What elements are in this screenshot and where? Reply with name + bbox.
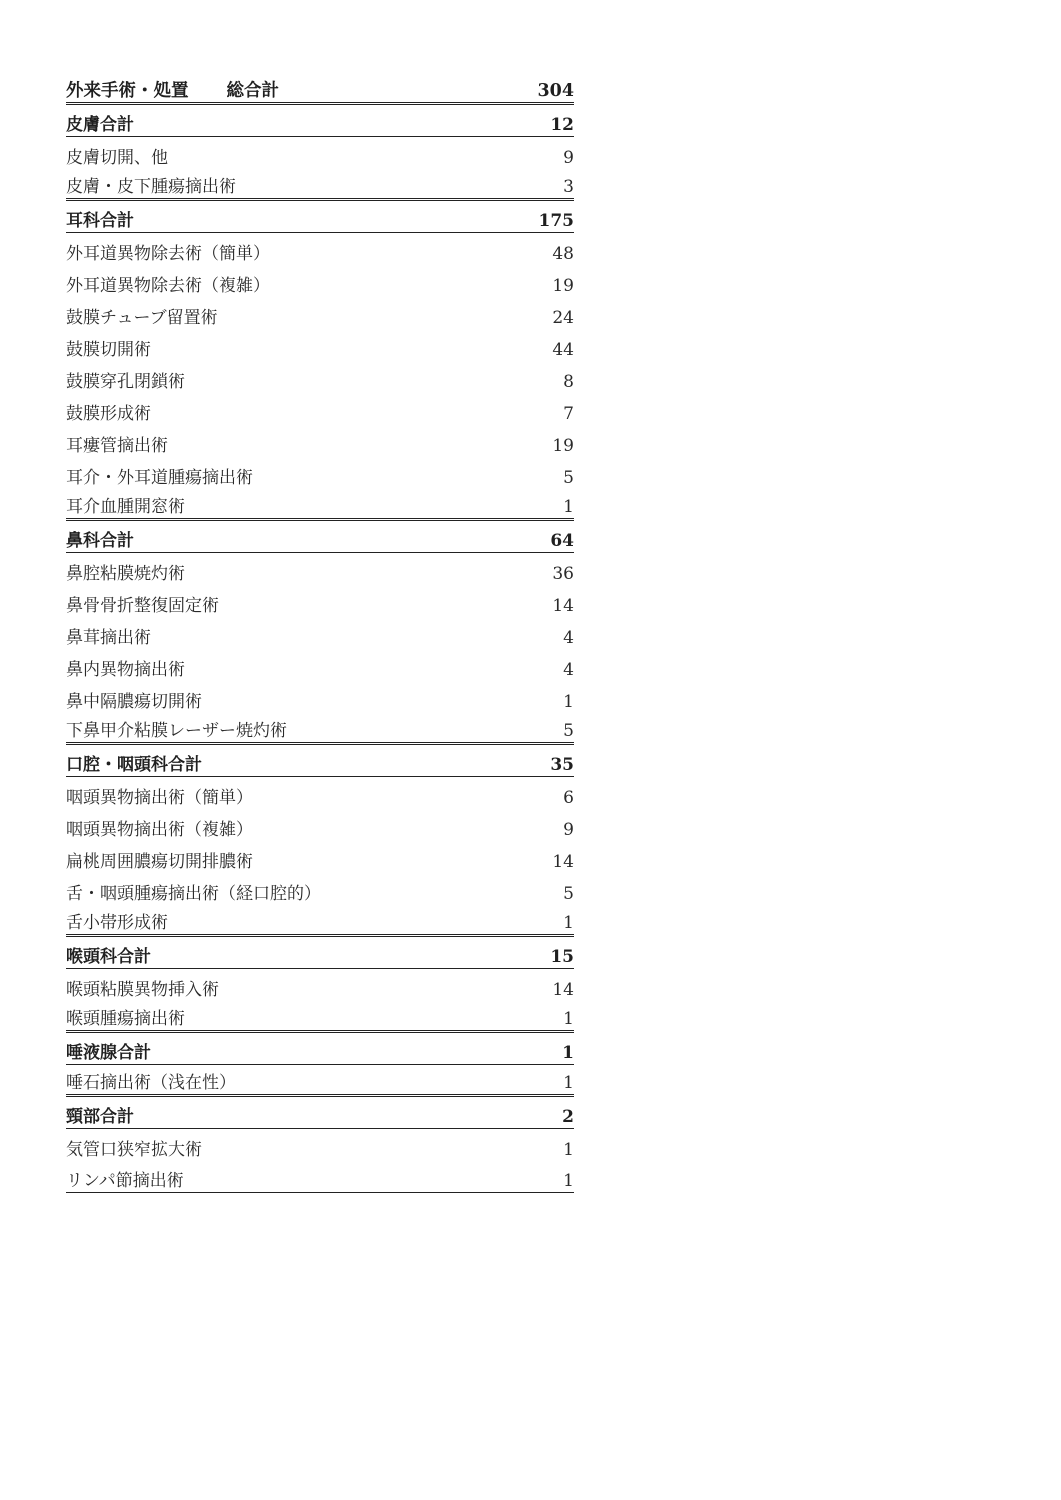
procedure-label: 鼻内異物摘出術 [66,660,185,680]
sections-container [66,105,574,1193]
procedure-row [66,809,574,841]
section-title: 喉頭科合計 [66,947,151,967]
procedure-row [66,617,574,649]
procedure-label: 下鼻甲介粘膜レーザー焼灼術 [66,721,287,741]
procedure-label: 咽頭異物摘出術（簡単） [66,788,253,808]
procedure-count: 1 [563,1171,574,1191]
procedure-label: 外耳道異物除去術（簡単） [66,244,270,264]
procedure-label: 舌小帯形成術 [66,913,168,933]
section-total-value: 35 [550,755,574,775]
procedure-row [66,233,574,265]
procedure-count: 5 [563,468,574,488]
procedure-row [66,969,574,1001]
procedure-count: 9 [563,148,574,168]
procedure-row [66,1001,574,1033]
grand-total-label [66,81,279,101]
procedure-count: 6 [563,788,574,808]
procedure-count: 19 [552,436,574,456]
procedure-row [66,681,574,713]
section-total-value: 1 [562,1043,574,1063]
procedure-label: 唾石摘出術（浅在性） [66,1073,236,1093]
procedure-count: 1 [563,692,574,712]
section-total-row [66,521,574,553]
section-total-row [66,105,574,137]
procedure-label: 鼻茸摘出術 [66,628,151,648]
procedure-count: 1 [563,913,574,933]
section-total-value: 2 [562,1107,574,1127]
procedure-row [66,457,574,489]
section-total-row [66,745,574,777]
procedure-label: 鼓膜切開術 [66,340,151,360]
section-title: 皮膚合計 [66,115,134,135]
procedure-label: 鼓膜穿孔閉鎖術 [66,372,185,392]
procedure-row [66,1065,574,1097]
procedure-table [66,73,574,1193]
procedure-count: 14 [552,852,574,872]
procedure-row [66,361,574,393]
procedure-count: 4 [563,628,574,648]
section-total-row [66,1097,574,1129]
section-total-row [66,201,574,233]
procedure-row [66,425,574,457]
procedure-count: 48 [552,244,574,264]
procedure-count: 1 [563,1140,574,1160]
procedure-label: 鼻骨骨折整復固定術 [66,596,219,616]
procedure-label: 咽頭異物摘出術（複雑） [66,820,253,840]
procedure-label: 耳瘻管摘出術 [66,436,168,456]
section-total-value: 64 [550,531,574,551]
procedure-label: 鼓膜形成術 [66,404,151,424]
procedure-row [66,649,574,681]
section-title: 頸部合計 [66,1107,134,1127]
procedure-label: リンパ節摘出術 [66,1171,184,1191]
procedure-row [66,329,574,361]
procedure-row [66,713,574,745]
procedure-label: 喉頭粘膜異物挿入術 [66,980,219,1000]
section-total-value: 175 [538,211,574,231]
procedure-label: 気管口狭窄拡大術 [66,1140,202,1160]
procedure-row [66,873,574,905]
procedure-count: 14 [552,980,574,1000]
procedure-label: 耳介・外耳道腫瘍摘出術 [66,468,253,488]
section-total-row [66,1033,574,1065]
section-total-row [66,937,574,969]
section-total-value: 12 [550,115,574,135]
procedure-row [66,169,574,201]
procedure-label: 皮膚切開、他 [66,148,168,168]
section-title: 鼻科合計 [66,531,134,551]
procedure-row [66,777,574,809]
procedure-count: 9 [563,820,574,840]
procedure-row [66,1161,574,1193]
procedure-label: 扁桃周囲膿瘍切開排膿術 [66,852,253,872]
procedure-count: 5 [563,884,574,904]
procedure-count: 24 [552,308,574,328]
grand-total-value: 304 [537,81,574,101]
procedure-row [66,905,574,937]
grand-total-subtitle: 総合計 [226,81,279,101]
procedure-label: 喉頭腫瘍摘出術 [66,1009,185,1029]
procedure-label: 鼓膜チューブ留置術 [66,308,218,328]
procedure-row [66,393,574,425]
section-title: 耳科合計 [66,211,134,231]
procedure-count: 1 [563,497,574,517]
procedure-count: 5 [563,721,574,741]
procedure-row [66,1129,574,1161]
procedure-count: 44 [552,340,574,360]
procedure-count: 8 [563,372,574,392]
procedure-row [66,489,574,521]
procedure-row [66,137,574,169]
procedure-label: 外耳道異物除去術（複雑） [66,276,270,296]
procedure-label: 耳介血腫開窓術 [66,497,185,517]
procedure-row [66,553,574,585]
section-title: 口腔・咽頭科合計 [66,755,202,775]
procedure-count: 14 [552,596,574,616]
section-title: 唾液腺合計 [66,1043,151,1063]
procedure-count: 36 [552,564,574,584]
procedure-count: 1 [563,1009,574,1029]
grand-total-row [66,73,574,105]
procedure-label: 鼻腔粘膜焼灼術 [66,564,185,584]
procedure-label: 舌・咽頭腫瘍摘出術（経口腔的） [66,884,321,904]
procedure-row [66,297,574,329]
procedure-row [66,265,574,297]
procedure-count: 3 [563,177,574,197]
procedure-label: 皮膚・皮下腫瘍摘出術 [66,177,236,197]
procedure-label: 鼻中隔膿瘍切開術 [66,692,202,712]
grand-total-title: 外来手術・処置 [66,81,189,101]
procedure-count: 1 [563,1073,574,1093]
procedure-count: 7 [563,404,574,424]
procedure-count: 4 [563,660,574,680]
section-total-value: 15 [550,947,574,967]
procedure-row [66,841,574,873]
procedure-row [66,585,574,617]
procedure-count: 19 [552,276,574,296]
